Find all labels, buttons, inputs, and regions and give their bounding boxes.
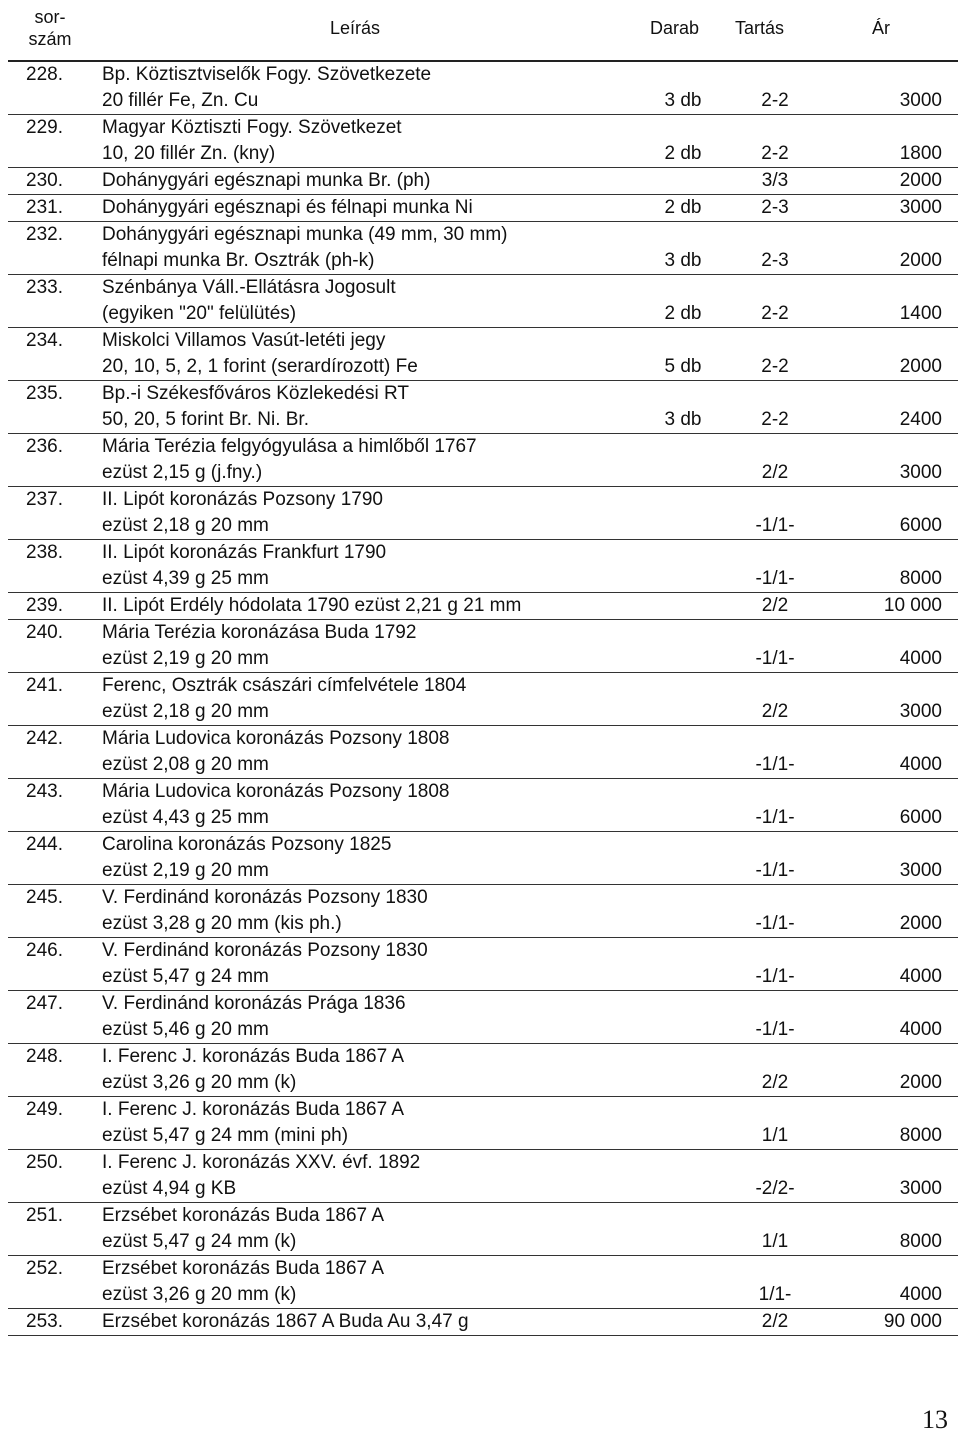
row-number: 250.	[26, 1152, 63, 1173]
row-number: 246.	[26, 940, 63, 961]
table-row	[8, 328, 958, 381]
row-tartas: -1/1-	[755, 1019, 795, 1040]
table-row	[8, 1309, 958, 1336]
row-description-line1: Ferenc, Osztrák császári címfelvétele 1804	[102, 675, 467, 696]
table-row	[8, 434, 958, 487]
row-description-line2: ezüst 4,94 g KB	[102, 1178, 237, 1199]
row-description-line2: félnapi munka Br. Osztrák (ph-k)	[102, 250, 375, 271]
header-sorszam-line1: sor-	[34, 7, 66, 27]
row-ar: 90 000	[883, 1311, 942, 1332]
page-number: 13	[922, 1405, 948, 1434]
header-description: Leírás	[330, 18, 381, 38]
row-ar: 3000	[899, 860, 942, 881]
table-row	[8, 673, 958, 726]
table-row	[8, 62, 958, 115]
table-row	[8, 222, 958, 275]
row-description-line2: ezüst 2,18 g 20 mm	[102, 701, 269, 722]
row-number: 237.	[26, 489, 63, 510]
row-description-line2: ezüst 2,08 g 20 mm	[102, 754, 269, 775]
row-tartas: 1/1	[761, 1231, 789, 1252]
row-description-line1: Erzsébet koronázás Buda 1867 A	[102, 1205, 385, 1226]
row-number: 253.	[26, 1311, 63, 1332]
row-description-line2: ezüst 5,47 g 24 mm (mini ph)	[102, 1125, 349, 1146]
row-number: 230.	[26, 170, 63, 191]
row-tartas: 2-2	[761, 409, 789, 430]
row-ar: 10 000	[883, 595, 942, 616]
row-ar: 2000	[899, 170, 942, 191]
table-row	[8, 487, 958, 540]
row-description-line2: ezüst 2,18 g 20 mm	[102, 515, 269, 536]
table-row	[8, 1097, 958, 1150]
row-number: 244.	[26, 834, 63, 855]
row-description-line1: Bp. Köztisztviselők Fogy. Szövetkezete	[102, 64, 432, 85]
table-row	[8, 726, 958, 779]
row-number: 240.	[26, 622, 63, 643]
row-ar: 6000	[899, 515, 942, 536]
table-row	[8, 1256, 958, 1309]
row-darab: 2 db	[664, 303, 702, 324]
row-ar: 4000	[899, 1284, 942, 1305]
table-row	[8, 885, 958, 938]
row-tartas: 1/1-	[758, 1284, 792, 1305]
row-description-line2: ezüst 5,47 g 24 mm (k)	[102, 1231, 297, 1252]
table-row	[8, 832, 958, 885]
row-tartas: -1/1-	[755, 754, 795, 775]
row-number: 243.	[26, 781, 63, 802]
row-tartas: -1/1-	[755, 568, 795, 589]
table-row	[8, 1044, 958, 1097]
row-number: 249.	[26, 1099, 63, 1120]
row-ar: 8000	[899, 1125, 942, 1146]
row-tartas: 2-2	[761, 303, 789, 324]
row-ar: 3000	[899, 1178, 942, 1199]
row-description-line1: Szénbánya Váll.-Ellátásra Jogosult	[102, 277, 396, 298]
row-number: 232.	[26, 224, 63, 245]
row-description-line1: V. Ferdinánd koronázás Pozsony 1830	[102, 887, 428, 908]
row-number: 245.	[26, 887, 63, 908]
row-number: 231.	[26, 197, 63, 218]
row-ar: 4000	[899, 754, 942, 775]
row-description-line2: ezüst 5,47 g 24 mm	[102, 966, 269, 987]
row-tartas: 2-2	[761, 356, 789, 377]
row-tartas: 1/1	[761, 1125, 789, 1146]
row-description-line2: ezüst 3,28 g 20 mm (kis ph.)	[102, 913, 342, 934]
row-ar: 8000	[899, 1231, 942, 1252]
row-description-line1: Carolina koronázás Pozsony 1825	[102, 834, 392, 855]
row-ar: 2000	[899, 913, 942, 934]
row-ar: 3000	[899, 462, 942, 483]
row-number: 229.	[26, 117, 63, 138]
row-description-line2: 10, 20 fillér Zn. (kny)	[102, 143, 276, 164]
header-sorszam	[20, 6, 80, 50]
row-tartas: -1/1-	[755, 966, 795, 987]
row-description-line1: I. Ferenc J. koronázás XXV. évf. 1892	[102, 1152, 421, 1173]
row-tartas: -1/1-	[755, 913, 795, 934]
row-tartas: 2/2	[761, 595, 789, 616]
table-row	[8, 1150, 958, 1203]
row-description-line1: I. Ferenc J. koronázás Buda 1867 A	[102, 1099, 405, 1120]
row-description-line2: 20, 10, 5, 2, 1 forint (serardírozott) Fe	[102, 356, 418, 377]
row-tartas: 2-2	[761, 143, 789, 164]
row-ar: 2000	[899, 1072, 942, 1093]
row-number: 235.	[26, 383, 63, 404]
table-row	[8, 540, 958, 593]
row-ar: 4000	[899, 966, 942, 987]
row-description-line2: (egyiken "20" felülütés)	[102, 303, 297, 324]
row-tartas: 2/2	[761, 462, 789, 483]
row-ar: 8000	[899, 568, 942, 589]
row-ar: 4000	[899, 648, 942, 669]
row-description-line1: I. Ferenc J. koronázás Buda 1867 A	[102, 1046, 405, 1067]
row-number: 247.	[26, 993, 63, 1014]
row-description-line2: 50, 20, 5 forint Br. Ni. Br.	[102, 409, 309, 430]
table-row	[8, 593, 958, 620]
table-row	[8, 991, 958, 1044]
table-row	[8, 779, 958, 832]
table-body	[8, 62, 958, 1336]
table-row	[8, 168, 958, 195]
row-number: 228.	[26, 64, 63, 85]
row-ar: 3000	[899, 701, 942, 722]
row-tartas: -1/1-	[755, 515, 795, 536]
row-number: 233.	[26, 277, 63, 298]
row-number: 239.	[26, 595, 63, 616]
row-description-line2: ezüst 2,19 g 20 mm	[102, 648, 269, 669]
row-number: 252.	[26, 1258, 63, 1279]
row-description-line1: Miskolci Villamos Vasút-letéti jegy	[102, 330, 386, 351]
row-number: 241.	[26, 675, 63, 696]
row-darab: 2 db	[664, 197, 702, 218]
row-tartas: -1/1-	[755, 860, 795, 881]
row-description-line1: II. Lipót koronázás Pozsony 1790	[102, 489, 383, 510]
row-description-line2: ezüst 4,43 g 25 mm	[102, 807, 269, 828]
row-ar: 6000	[899, 807, 942, 828]
row-darab: 3 db	[664, 90, 702, 111]
table-row	[8, 1203, 958, 1256]
row-darab: 2 db	[664, 143, 702, 164]
row-description-line1: Dohánygyári egésznapi és félnapi munka Ni	[102, 197, 473, 218]
row-tartas: 2/2	[761, 1311, 789, 1332]
row-description-line1: Mária Terézia koronázása Buda 1792	[102, 622, 417, 643]
row-number: 236.	[26, 436, 63, 457]
header-darab: Darab	[650, 18, 700, 38]
row-number: 251.	[26, 1205, 63, 1226]
row-number: 248.	[26, 1046, 63, 1067]
row-ar: 2000	[899, 356, 942, 377]
row-darab: 3 db	[664, 409, 702, 430]
row-tartas: -2/2-	[755, 1178, 795, 1199]
row-description-line1: II. Lipót koronázás Frankfurt 1790	[102, 542, 387, 563]
row-tartas: -1/1-	[755, 648, 795, 669]
row-description-line1: Mária Ludovica koronázás Pozsony 1808	[102, 781, 450, 802]
row-description-line1: Dohánygyári egésznapi munka (49 mm, 30 mm)	[102, 224, 508, 245]
row-darab: 3 db	[664, 250, 702, 271]
row-description-line1: V. Ferdinánd koronázás Prága 1836	[102, 993, 406, 1014]
row-ar: 1800	[899, 143, 942, 164]
table-row	[8, 938, 958, 991]
row-tartas: 2/2	[761, 701, 789, 722]
row-ar: 3000	[899, 90, 942, 111]
row-number: 238.	[26, 542, 63, 563]
row-description-line2: ezüst 2,19 g 20 mm	[102, 860, 269, 881]
table-row	[8, 275, 958, 328]
row-darab: 5 db	[664, 356, 702, 377]
header-ar: Ár	[872, 18, 890, 38]
table-row	[8, 620, 958, 673]
row-tartas: -1/1-	[755, 807, 795, 828]
header-sorszam-line2: szám	[28, 29, 72, 49]
row-description-line1: II. Lipót Erdély hódolata 1790 ezüst 2,21 g 21 mm	[102, 595, 522, 616]
header-tartas: Tartás	[735, 18, 785, 38]
table-row	[8, 381, 958, 434]
row-number: 242.	[26, 728, 63, 749]
row-tartas: 2-2	[761, 90, 789, 111]
table-header	[8, 0, 958, 62]
row-description-line1: Bp.-i Székesfőváros Közlekedési RT	[102, 383, 409, 404]
row-ar: 2400	[899, 409, 942, 430]
row-tartas: 2-3	[761, 250, 789, 271]
row-number: 234.	[26, 330, 63, 351]
catalog-page	[8, 0, 958, 1336]
row-ar: 4000	[899, 1019, 942, 1040]
table-row	[8, 115, 958, 168]
row-description-line2: ezüst 3,26 g 20 mm (k)	[102, 1072, 297, 1093]
row-tartas: 3/3	[761, 170, 789, 191]
row-description-line2: 20 fillér Fe, Zn. Cu	[102, 90, 259, 111]
row-tartas: 2/2	[761, 1072, 789, 1093]
row-description-line2: ezüst 3,26 g 20 mm (k)	[102, 1284, 297, 1305]
row-description-line2: ezüst 2,15 g (j.fny.)	[102, 462, 263, 483]
row-description-line1: Dohánygyári egésznapi munka Br. (ph)	[102, 170, 431, 191]
row-description-line2: ezüst 5,46 g 20 mm	[102, 1019, 269, 1040]
row-ar: 3000	[899, 197, 942, 218]
row-description-line1: Erzsébet koronázás 1867 A Buda Au 3,47 g	[102, 1311, 469, 1332]
table-row	[8, 195, 958, 222]
row-ar: 1400	[899, 303, 942, 324]
row-description-line1: Magyar Köztiszti Fogy. Szövetkezet	[102, 117, 402, 138]
row-tartas: 2-3	[761, 197, 789, 218]
row-description-line2: ezüst 4,39 g 25 mm	[102, 568, 269, 589]
row-description-line1: Mária Ludovica koronázás Pozsony 1808	[102, 728, 450, 749]
row-description-line1: Erzsébet koronázás Buda 1867 A	[102, 1258, 385, 1279]
row-ar: 2000	[899, 250, 942, 271]
row-description-line1: V. Ferdinánd koronázás Pozsony 1830	[102, 940, 428, 961]
row-description-line1: Mária Terézia felgyógyulása a himlőből 1767	[102, 436, 477, 457]
